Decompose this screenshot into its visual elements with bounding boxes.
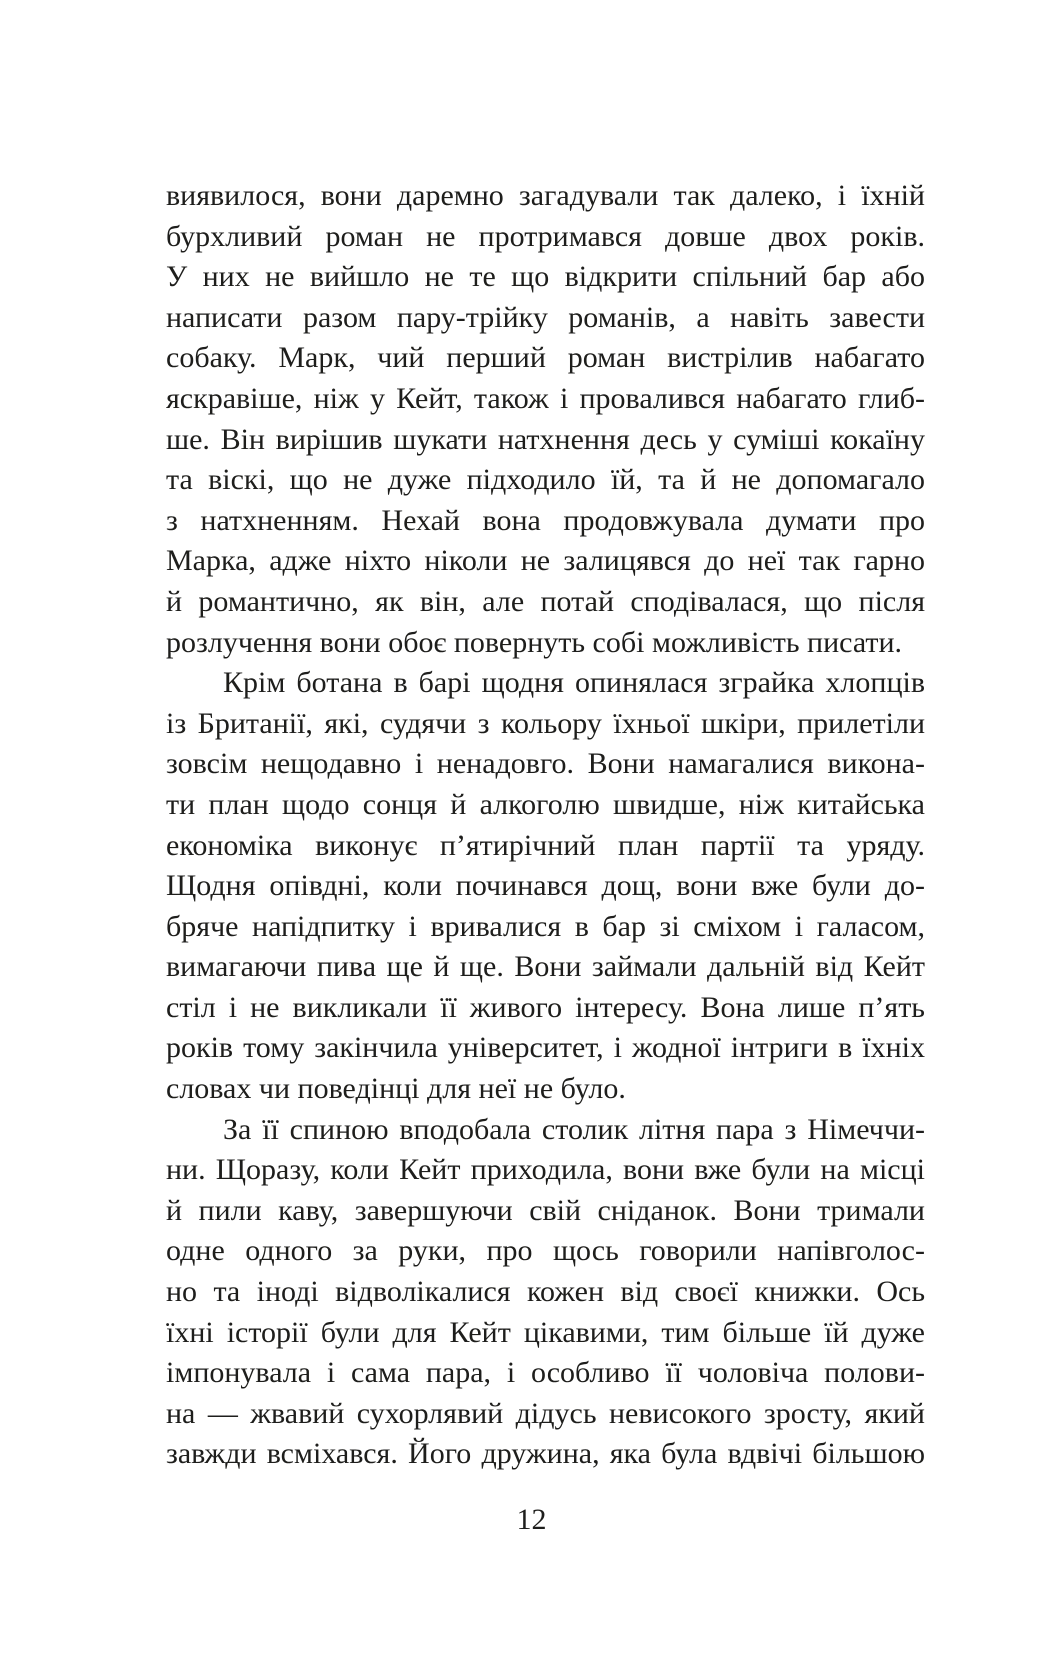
text-line: ти план щодо сонця й алкоголю швидше, ніж китайська: [166, 787, 925, 821]
page-number: 12: [516, 1503, 547, 1536]
text-line: Крім ботана в барі щодня опинялася зграйка хлопців: [223, 666, 925, 700]
text-line: із Британії, які, судячи з кольору їхньої шкіри, прилетіли: [166, 706, 925, 740]
text-line: Марка, адже ніхто ніколи не залицявся до неї так гарно: [166, 544, 925, 578]
text-line: но та іноді відволікалися кожен від своєї книжки. Ось: [166, 1275, 925, 1309]
text-line: років тому закінчила університет, і жодної інтриги в їхніх: [166, 1031, 925, 1065]
text-line: на — жвавий сухорлявий дідусь невисокого зросту, який: [166, 1396, 925, 1430]
text-line: економіка виконує п’ятирічний план партії та уряду.: [166, 828, 925, 862]
text-block: [166, 176, 925, 1475]
paragraph: [166, 663, 925, 1110]
text-line: яскравіше, ніж у Кейт, також і провалився набагато глиб-: [166, 381, 925, 415]
text-line: розлучення вони обоє повернуть собі можливість писати.: [166, 625, 903, 659]
text-line: одне одного за руки, про щось говорили напівголос-: [166, 1234, 925, 1268]
text-line: з натхненням. Нехай вона продовжувала думати про: [166, 503, 925, 537]
text-line: За її спиною вподобала столик літня пара з Німеччи-: [223, 1112, 925, 1146]
text-line: та віскі, що не дуже підходило їй, та й не допомагало: [166, 463, 925, 497]
text-line: імпонувала і сама пара, і особливо її чоловіча полови-: [166, 1356, 925, 1390]
text-line: бурхливий роман не протримався довше двох років.: [166, 219, 925, 253]
text-line: й пили каву, завершуючи свій сніданок. Вони тримали: [166, 1193, 925, 1227]
text-line: виявилося, вони даремно загадували так далеко, і їхній: [166, 179, 925, 212]
paragraph: [166, 176, 925, 663]
text-line: стіл і не викликали її живого інтересу. Вона лише п’ять: [166, 990, 925, 1024]
text-line: словах чи поведінці для неї не було.: [166, 1072, 626, 1106]
paragraph: [166, 1110, 925, 1475]
text-line: ни. Щоразу, коли Кейт приходила, вони вже були на місці: [166, 1153, 925, 1187]
text-line: завжди всміхався. Його дружина, яка була вдвічі більшою: [166, 1437, 925, 1471]
text-line: собаку. Марк, чий перший роман вистрілив набагато: [166, 341, 925, 375]
text-line: й романтично, як він, але потай сподівалася, що після: [166, 584, 925, 618]
text-line: Щодня опівдні, коли починався дощ, вони вже були до-: [166, 869, 925, 903]
text-line: бряче напідпитку і вривалися в бар зі сміхом і галасом,: [166, 909, 925, 943]
text-line: вимагаючи пива ще й ще. Вони займали дальній від Кейт: [166, 950, 925, 984]
text-line: У них не вийшло не те що відкрити спільний бар або: [166, 260, 925, 294]
text-line: ше. Він вирішив шукати натхнення десь у суміші кокаїну: [166, 422, 925, 456]
text-line: зовсім нещодавно і ненадовго. Вони намагалися викона-: [166, 747, 925, 781]
text-line: написати разом пару-трійку романів, а навіть завести: [166, 300, 925, 334]
text-line: їхні історії були для Кейт цікавими, тим більше їй дуже: [166, 1315, 925, 1349]
